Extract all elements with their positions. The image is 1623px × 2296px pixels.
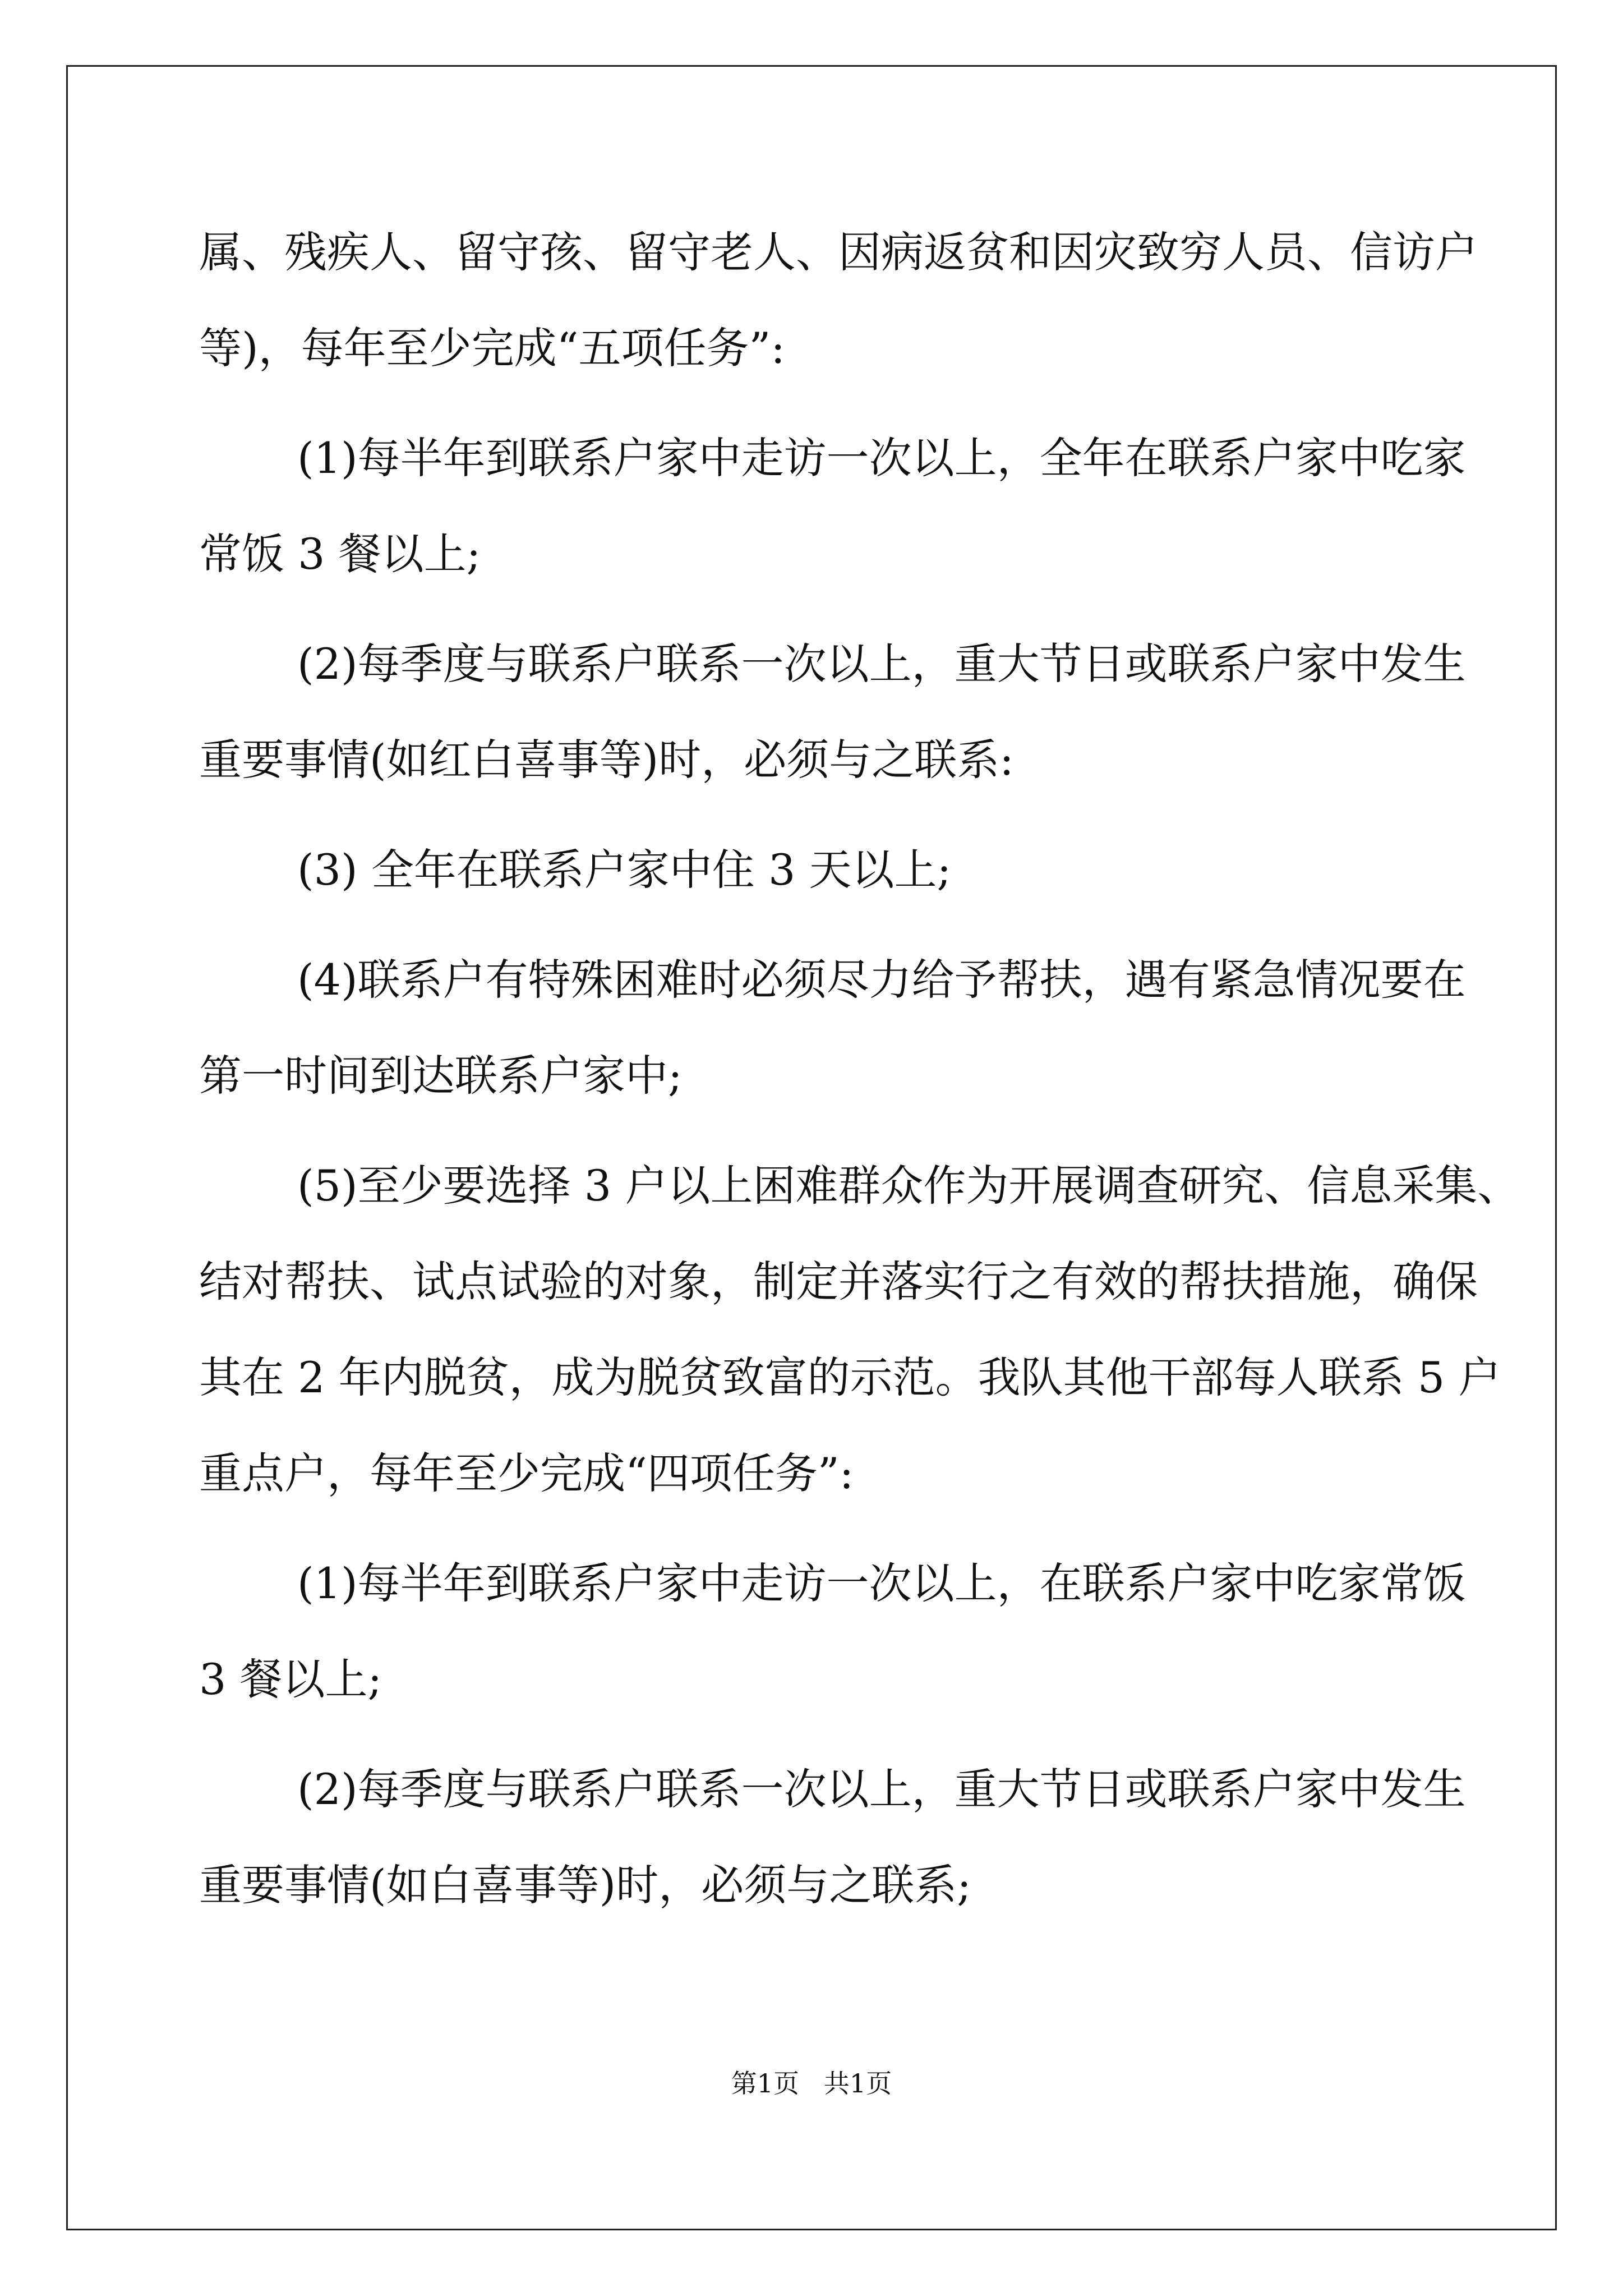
text-line: 3 餐以上;: [199, 1654, 382, 1704]
text-line: (4)联系户有特殊困难时必须尽力给予帮扶，遇有紧急情况要在: [297, 955, 1466, 1005]
text-line: 结对帮扶、试点试验的对象，制定并落实行之有效的帮扶措施，确保: [199, 1257, 1478, 1306]
text-line: 重要事情(如红白喜事等)时，必须与之联系:: [199, 735, 1014, 785]
text-line: 第一时间到达联系户家中;: [199, 1051, 683, 1101]
text-line: 等)，每年至少完成“五项任务”:: [199, 323, 785, 373]
text-line: (1)每半年到联系户家中走访一次以上，在联系户家中吃家常饭: [297, 1558, 1466, 1608]
text-line: 属、残疾人、留守孩、留守老人、因病返贫和因灾致穷人员、信访户: [199, 227, 1478, 277]
text-line: (5)至少要选择 3 户以上困难群众作为开展调查研究、信息采集、: [297, 1161, 1520, 1211]
text-line: (3) 全年在联系户家中住 3 天以上;: [297, 845, 952, 895]
text-line: (2)每季度与联系户联系一次以上，重大节日或联系户家中发生: [297, 1764, 1466, 1814]
text-line: 重点户，每年至少完成“四项任务”:: [199, 1448, 854, 1498]
text-line: 重要事情(如白喜事等)时，必须与之联系;: [199, 1860, 971, 1910]
text-line: 其在 2 年内脱贫，成为脱贫致富的示范。我队其他干部每人联系 5 户: [199, 1352, 1501, 1402]
page-number-footer: 第1页 共1页: [731, 2068, 892, 2099]
text-line: (2)每季度与联系户联系一次以上，重大节日或联系户家中发生: [297, 639, 1466, 689]
text-line: (1)每半年到联系户家中走访一次以上，全年在联系户家中吃家: [297, 433, 1466, 483]
text-line: 常饭 3 餐以上;: [199, 529, 481, 579]
